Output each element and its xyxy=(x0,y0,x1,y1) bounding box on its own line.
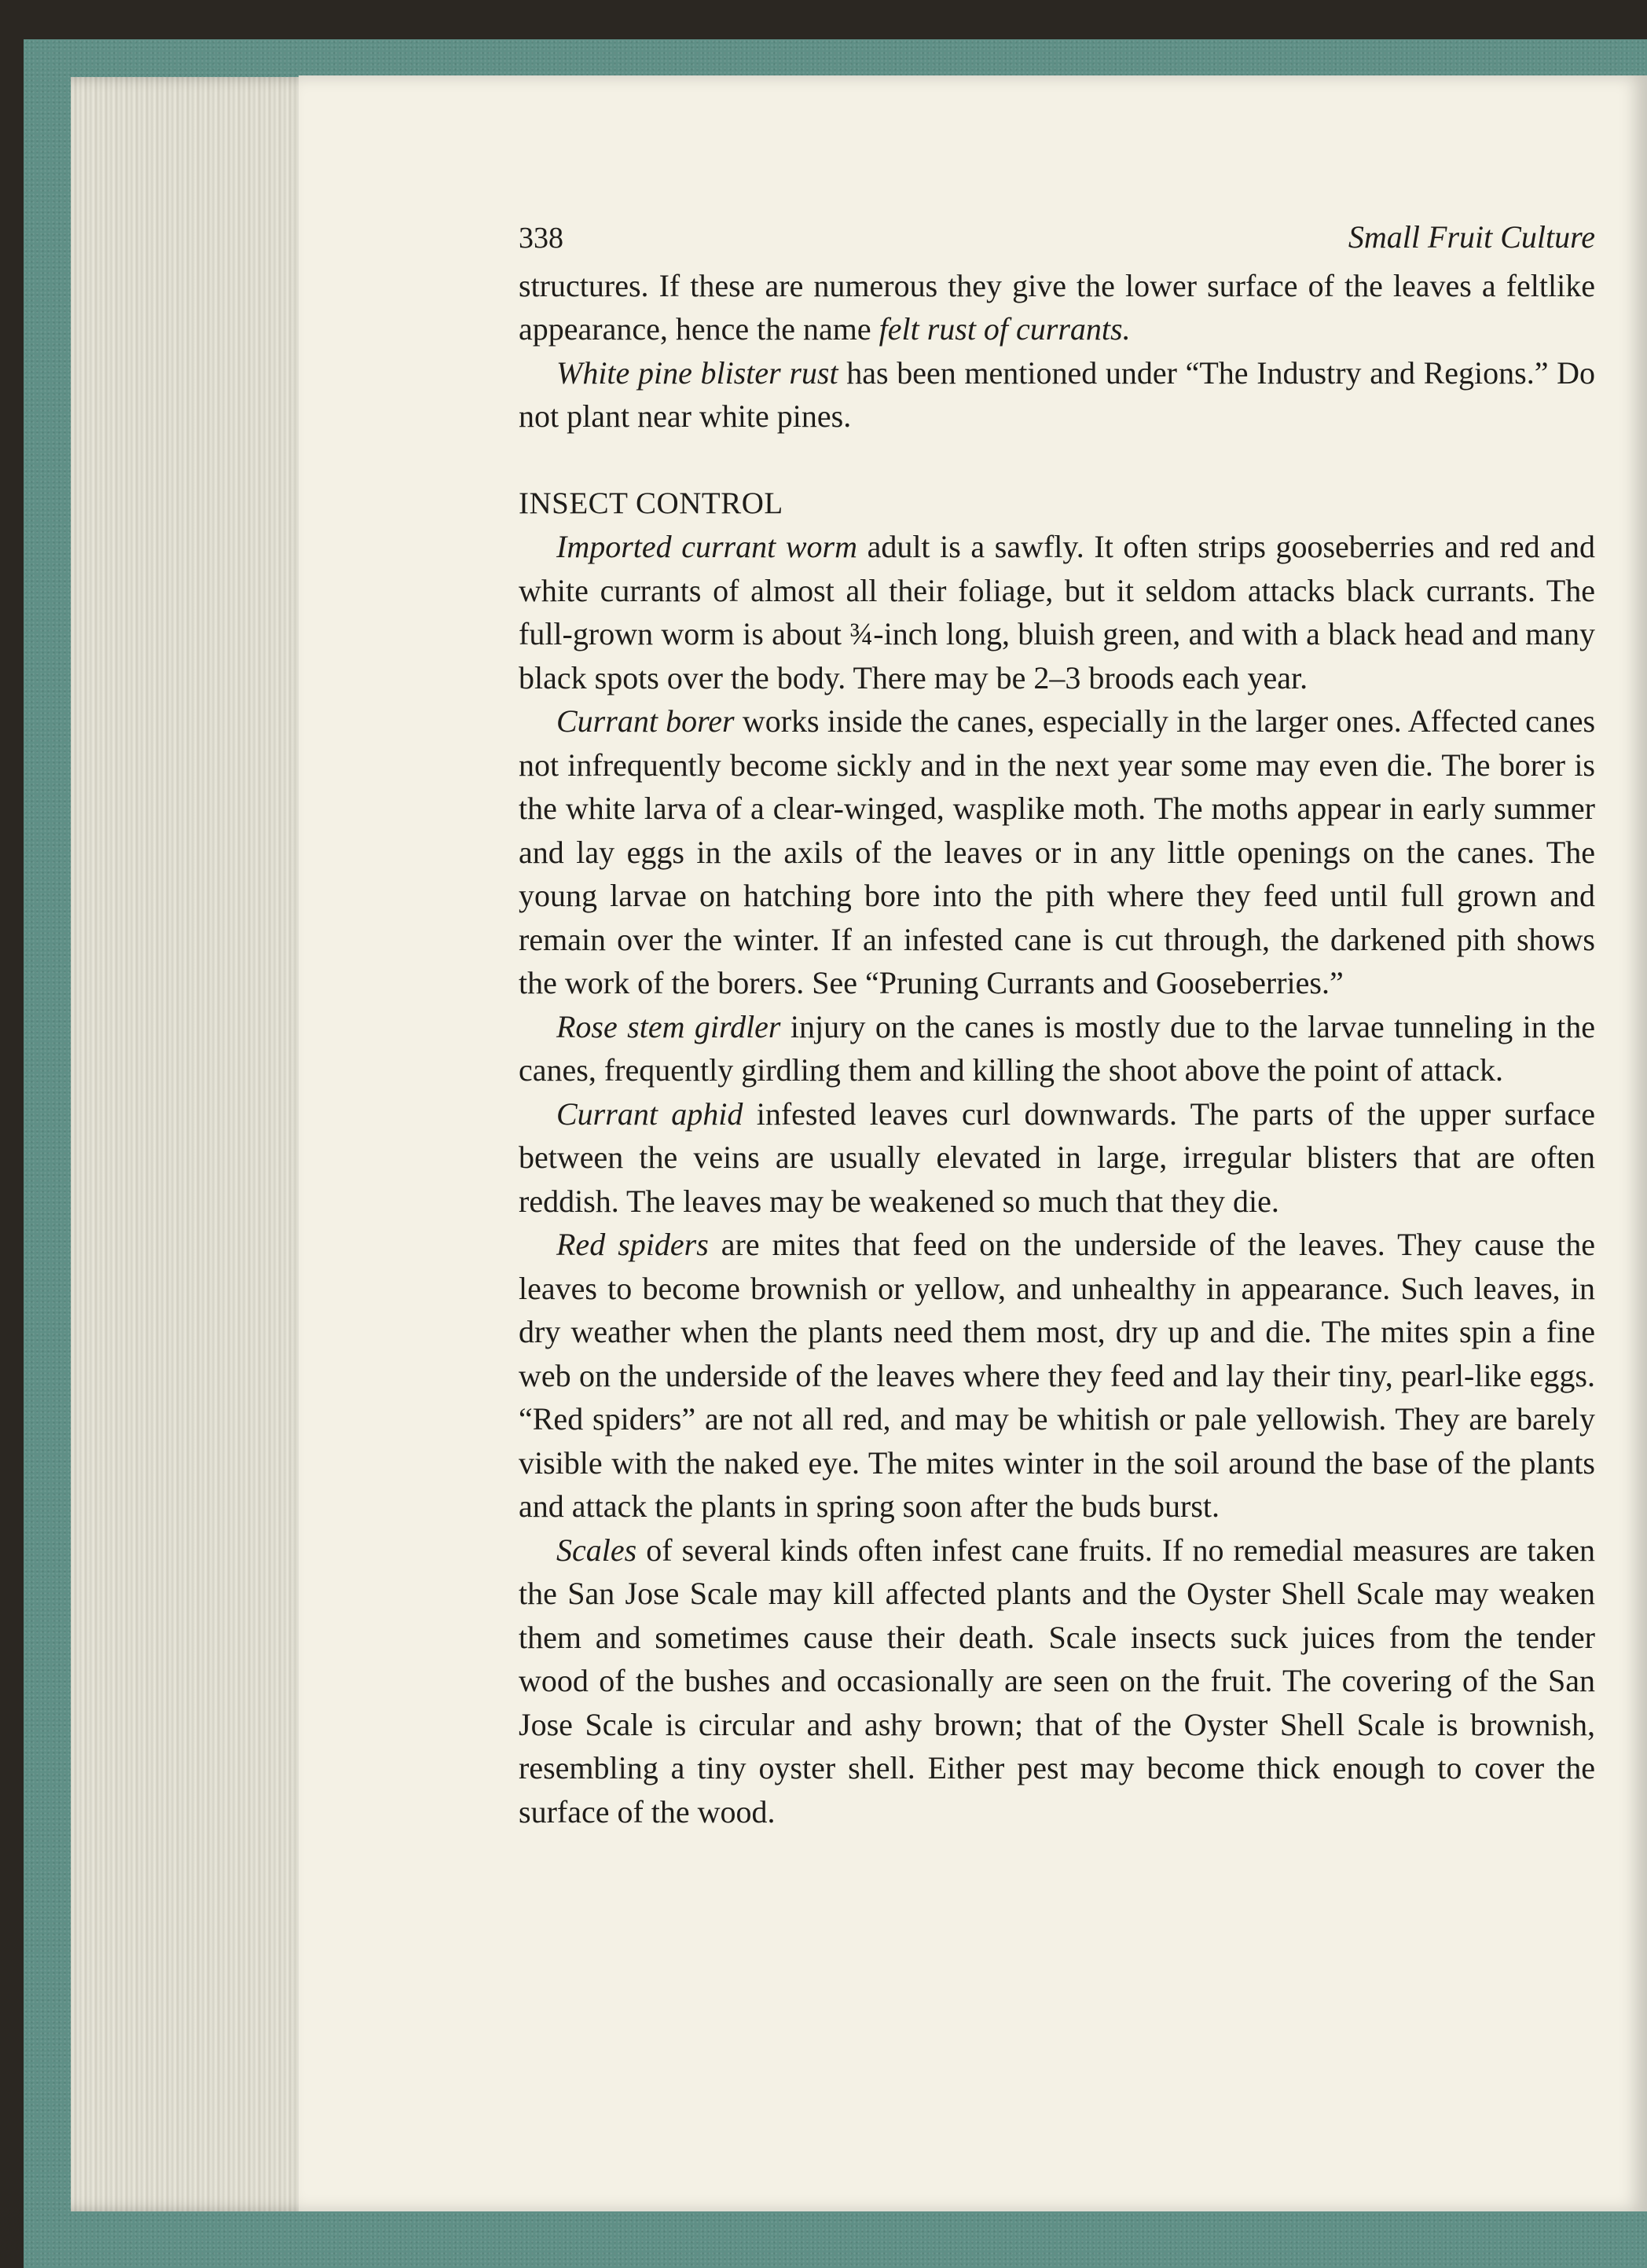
paragraph-white-pine xyxy=(519,351,1595,439)
page-header xyxy=(519,215,1595,261)
paragraph-text: adult is a sawfly. It often strips gooseberries and red and white currants of almost all their foliage, but it seldom attacks black currants. The full-grown worm is about ¾-inch long, bluish green, and with a black head and many black spots over the body. There may be 2–3 broods each year. xyxy=(519,529,1595,695)
paragraph-text: infested leaves curl downwards. The parts of the upper surface between the veins are usually elevated in large, irregular blisters that are often reddish. The leaves may be weakened so much that they die. xyxy=(519,1095,1595,1219)
paragraph-currant-borer xyxy=(519,699,1595,1005)
paragraph-red-spiders xyxy=(519,1223,1595,1529)
paragraph-currant-aphid xyxy=(519,1092,1595,1224)
term: Currant aphid xyxy=(556,1095,743,1132)
page-text xyxy=(519,215,1595,1833)
book-page xyxy=(299,75,1647,2211)
section-heading: INSECT CONTROL xyxy=(519,486,783,520)
term: Currant borer xyxy=(556,703,735,739)
page-number: 338 xyxy=(519,222,563,255)
paragraph-currant-worm xyxy=(519,525,1595,699)
running-title: Small Fruit Culture xyxy=(1348,219,1595,255)
paragraph-rose-stem-girdler xyxy=(519,1005,1595,1092)
paragraph-text: injury on the canes is mostly due to the larvae tunneling in the canes, frequently girdling them and killing the shoot above the point of attack. xyxy=(519,1008,1595,1088)
paragraph-scales xyxy=(519,1529,1595,1834)
paragraph-text: are mites that feed on the underside of the leaves. They cause the leaves to become brownish or yellow, and unhealthy in appearance. Such leaves, in dry weather when the plants need them most, dry up and die. The mites spin a fine web on the underside of the leaves where they feed and lay their tiny, pearl-like eggs. “Red spiders” are not all red, and may be whitish or pale yellowish. They are barely visible with the naked eye. The mites winter in the soil around the base of the plants and attack the plants in spring soon after the buds burst. xyxy=(519,1227,1595,1524)
paragraph-text: of several kinds often infest cane fruits. If no remedial measures are taken the San Jose Scale may kill affected plants and the Oyster Shell Scale may weaken them and sometimes cause their death. Scale insects suck juices from the tender wood of the bushes and occasionally are seen on the fruit. The covering of the San Jose Scale is circular and ashy brown; that of the Oyster Shell Scale is brownish, resembling a tiny oyster shell. Either pest may become thick enough to cover the surface of the wood. xyxy=(519,1532,1595,1829)
paragraph-text: has been mentioned under “The Industry and Regions.” Do not plant near white pines. xyxy=(519,354,1595,434)
term: Rose stem girdler xyxy=(556,1008,781,1044)
term: felt rust of currants. xyxy=(879,311,1131,347)
term: Red spiders xyxy=(556,1227,709,1262)
paragraph-felt-rust xyxy=(519,264,1595,351)
term: White pine blister rust xyxy=(556,354,838,391)
term: Imported currant worm xyxy=(556,529,857,564)
term: Scales xyxy=(556,1532,637,1568)
paragraph-text: works inside the canes, especially in the larger ones. Affected canes not infrequently become sickly and in the next year some may even die. The borer is the white larva of a clear-winged, wasplike moth. The moths appear in early summer and lay eggs in the axils of the leaves or in any little openings on the canes. The young larvae on hatching bore into the pith where they feed until full grown and remain over the winter. If an infested cane is cut through, the darkened pith shows the work of the borers. See “Pruning Currants and Gooseberries.” xyxy=(519,703,1596,1000)
paragraph-text: structures. If these are numerous they give the lower surface of the leaves a feltlike appearance, hence the name xyxy=(519,267,1595,347)
page-edges xyxy=(71,77,314,2211)
